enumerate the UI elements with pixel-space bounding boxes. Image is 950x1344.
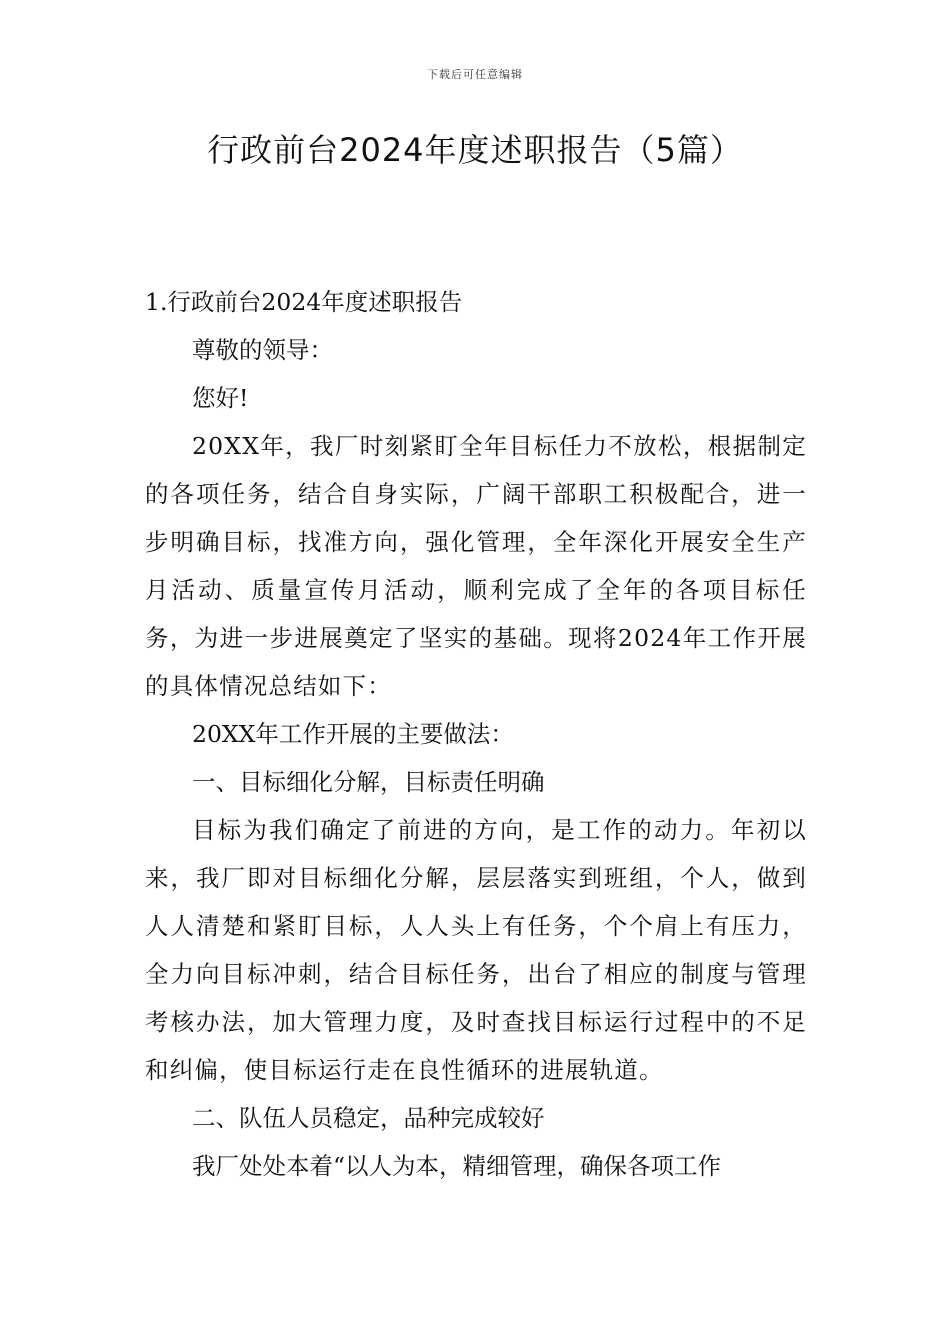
- document-title: 行政前台2024年度述职报告（5篇）: [207, 131, 743, 169]
- header-note: 下载后可任意编辑: [427, 68, 523, 81]
- section-heading: 1.行政前台2024年度述职报告: [145, 288, 463, 316]
- document-body: [145, 278, 807, 1190]
- paragraph-people-first: 我厂处处本着“以人为本，精细管理，确保各项工作: [192, 1152, 722, 1180]
- paragraph-goals: 目标为我们确定了前进的方向，是工作的动力。年初以来，我厂即对目标细化分解，层层落实到班组，个人，做到人人清楚和紧盯目标，人人头上有任务，个个肩上有压力，全力向目标冲刺，结合目标任务，出台了相应的制度与管理考核办法，加大管理力度，及时查找目标运行过程中的不足和纠偏，使目标运行走在良性循环的进展轨道。: [145, 816, 807, 1084]
- heading-section-two: 二、队伍人员稳定，品种完成较好: [192, 1104, 545, 1132]
- greeting: 您好!: [192, 384, 249, 412]
- heading-section-one: 一、目标细化分解，目标责任明确: [192, 768, 545, 796]
- salutation: 尊敬的领导：: [192, 336, 333, 364]
- paragraph-main-practices: 20XX年工作开展的主要做法：: [192, 720, 514, 748]
- paragraph-intro: 20XX年，我厂时刻紧盯全年目标任力不放松，根据制定的各项任务，结合自身实际，广阔干部职工积极配合，进一步明确目标，找准方向，强化管理，全年深化开展安全生产月活动、质量宣传月活动，顺利完成了全年的各项目标任务，为进一步进展奠定了坚实的基础。现将2024年工作开展的具体情况总结如下：: [145, 432, 807, 700]
